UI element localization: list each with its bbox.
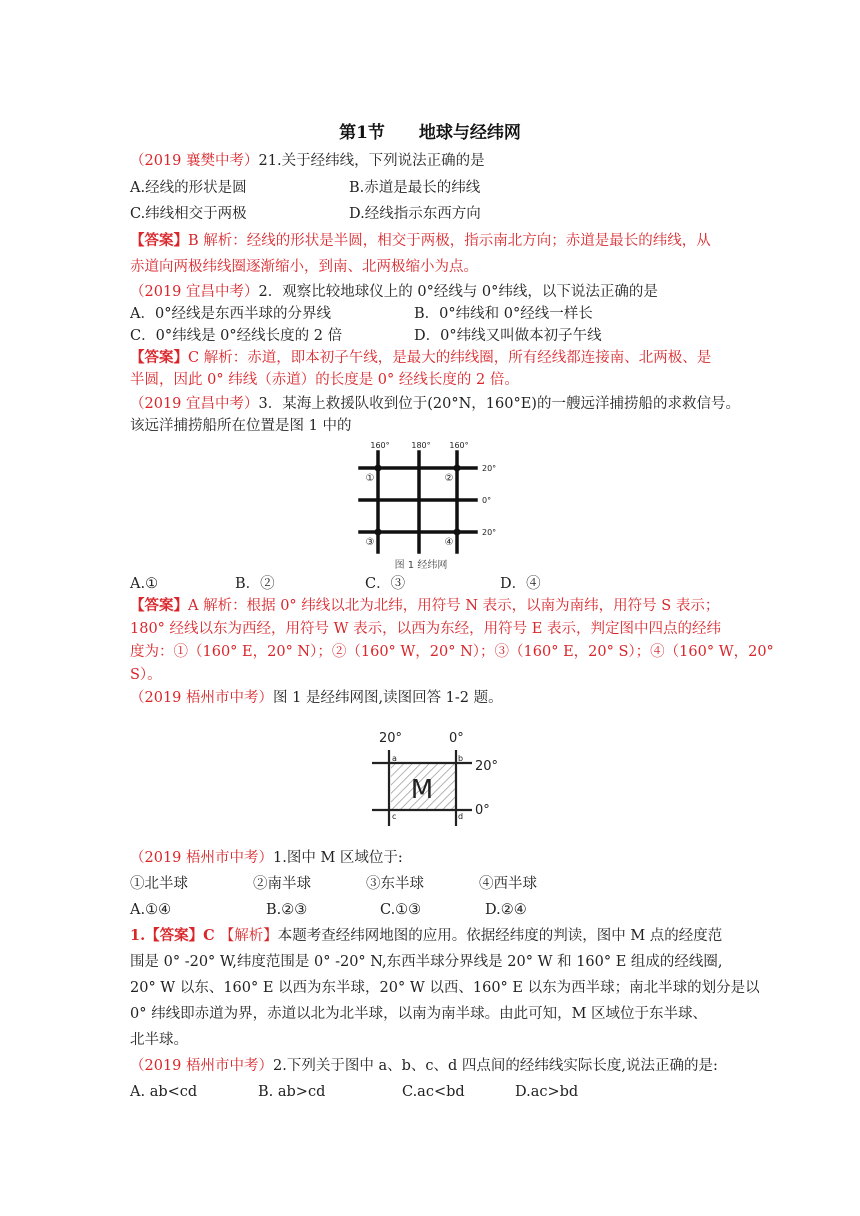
option-d: D.ac>bd (515, 1084, 579, 1100)
option-a: A.① (130, 576, 159, 592)
item-3: ③东半球 (366, 876, 424, 892)
corner-label: b (458, 754, 464, 763)
answer-2 (130, 348, 711, 368)
option-c: C.纬线相交于两极 (130, 206, 247, 222)
option-b: B．0°纬线和 0°经线一样长 (414, 306, 593, 322)
graticule-figure-1 (340, 434, 520, 576)
lon-label: 180° (411, 441, 431, 450)
answer-3 (130, 596, 719, 616)
point-label: ③ (365, 537, 375, 548)
option-c: C．0°纬线是 0°经线长度的 2 倍 (130, 328, 343, 344)
question-3 (130, 394, 740, 414)
answer-4 (130, 926, 722, 946)
answer-text: 本题考查经纬网地图的应用。依据经纬度的判读，图中 M 点的经度范 (277, 928, 723, 944)
corner-label: a (392, 754, 397, 763)
question-2 (130, 282, 658, 302)
point-dot (375, 529, 382, 536)
answer-text: 围是 0° -20° W,纬度范围是 0° -20° N,东西半球分界线是 20° W 和 160° E 组成的经线圈, (130, 954, 723, 970)
section-number: 第1节 (339, 123, 385, 143)
graticule-figure-2 (360, 722, 510, 830)
point-dot (375, 465, 382, 472)
question-stem: 2.下列关于图中 a、b、c、d 四点间的经纬线实际长度,说法正确的是: (273, 1058, 718, 1074)
question-source: （2019 梧州市中考） (130, 690, 274, 706)
question-stem: 21.关于经纬线，下列说法正确的是 (258, 153, 485, 169)
lon-label: 0° (449, 731, 464, 746)
corner-label: d (458, 812, 464, 821)
lon-label: 20° (379, 731, 403, 746)
group-intro (130, 688, 503, 708)
option-a: A．0°经线是东西半球的分界线 (130, 306, 331, 322)
region-label: M (410, 775, 434, 805)
option-b: B.赤道是最长的纬线 (349, 180, 481, 196)
answer-text: 半圆，因此 0° 纬线（赤道）的长度是 0° 经线长度的 2 倍。 (130, 372, 519, 388)
item-1: ①北半球 (130, 876, 188, 892)
answer-text: 赤道向两极纬线圈逐渐缩小，到南、北两极缩小为点。 (130, 259, 478, 275)
answer-text: 度为：①（160° E，20° N）；②（160° W，20° N）；③（160° E，20° S）；④（160° W，20° (130, 644, 774, 660)
option-d: D.经线指示东西方向 (349, 206, 481, 222)
page-title (0, 118, 860, 143)
lat-label: 0° (482, 496, 492, 505)
answer-choice: C (203, 927, 220, 944)
answer-text: 20° W 以东、160° E 以西为东半球，20° W 以西、160° E 以东为西半球；南北半球的划分是以 (130, 980, 760, 996)
lon-label: 160° (370, 441, 390, 450)
option-c: C.①③ (380, 902, 422, 918)
answer-text: 北半球。 (130, 1032, 188, 1048)
option-b: B.②③ (266, 902, 308, 918)
answer-tag: 【答案】 (130, 232, 188, 249)
answer-text: 180° 经线以东为西经，用符号 W 表示，以西为东经，用符号 E 表示，判定图中四点的经纬 (130, 621, 721, 637)
answer-1 (130, 231, 711, 251)
option-c: C.ac<bd (402, 1084, 465, 1100)
question-source: （2019 宜昌中考） (130, 396, 259, 412)
point-dot (454, 465, 461, 472)
lon-label: 160° (449, 441, 469, 450)
lat-label: 20° (482, 528, 497, 537)
option-c: C．③ (365, 576, 406, 592)
answer-text: S）。 (130, 667, 162, 683)
point-label: ① (365, 473, 375, 484)
question-source: （2019 宜昌中考） (130, 284, 259, 300)
lat-label: 0° (475, 803, 490, 818)
option-a: A.①④ (130, 902, 172, 918)
question-source: （2019 襄樊中考） (130, 153, 259, 169)
question-source: （2019 梧州市中考） (130, 1058, 274, 1074)
answer-tag: 【答案】 (130, 349, 188, 366)
question-stem: 1.图中 M 区域位于: (273, 850, 403, 866)
section-name: 地球与经纬网 (418, 123, 521, 143)
corner-label: c (392, 812, 397, 821)
lat-label: 20° (475, 759, 499, 774)
question-1 (130, 151, 485, 171)
option-a: A. ab<cd (130, 1084, 198, 1100)
item-4: ④西半球 (479, 876, 537, 892)
answer-tag: 【答案】 (130, 597, 188, 614)
option-a: A.经线的形状是圆 (130, 180, 247, 196)
answer-text: A 解析：根据 0° 纬线以北为北纬，用符号 N 表示，以南为南纬，用符号 S 表示； (188, 598, 720, 614)
answer-text: C 解析：赤道，即本初子午线，是最大的纬线圈，所有经线都连接南、北两极、是 (188, 350, 712, 366)
question-5 (130, 1056, 718, 1076)
figure-caption: 图 1 经纬网 (394, 560, 448, 571)
question-4 (130, 848, 403, 868)
intro-text: 图 1 是经纬网图,读图回答 1-2 题。 (273, 690, 503, 706)
point-label: ② (444, 473, 454, 484)
question-stem: 该远洋捕捞船所在位置是图 1 中的 (130, 418, 352, 434)
answer-tag: 1.【答案】 (130, 927, 204, 944)
question-stem: 2．观察比较地球仪上的 0°经线与 0°纬线，以下说法正确的是 (258, 284, 658, 300)
answer-text: B 解析：经线的形状是半圆，相交于两极，指示南北方向；赤道是最长的纬线，从 (188, 233, 711, 249)
option-d: D．④ (500, 576, 541, 592)
point-dot (454, 529, 461, 536)
option-b: B. ab>cd (258, 1084, 326, 1100)
lat-label: 20° (482, 464, 497, 473)
analysis-tag: 【解析】 (219, 928, 278, 944)
answer-text: 0° 纬线即赤道为界，赤道以北为北半球，以南为南半球。由此可知，M 区域位于东半球、 (130, 1006, 708, 1022)
option-d: D.②④ (485, 902, 527, 918)
question-source: （2019 梧州市中考） (130, 850, 274, 866)
option-d: D．0°纬线又叫做本初子午线 (414, 328, 602, 344)
point-label: ④ (444, 537, 454, 548)
item-2: ②南半球 (253, 876, 311, 892)
option-b: B．② (235, 576, 275, 592)
question-stem: 3．某海上救援队收到位于(20°N，160°E)的一艘远洋捕捞船的求救信号。 (258, 396, 740, 412)
